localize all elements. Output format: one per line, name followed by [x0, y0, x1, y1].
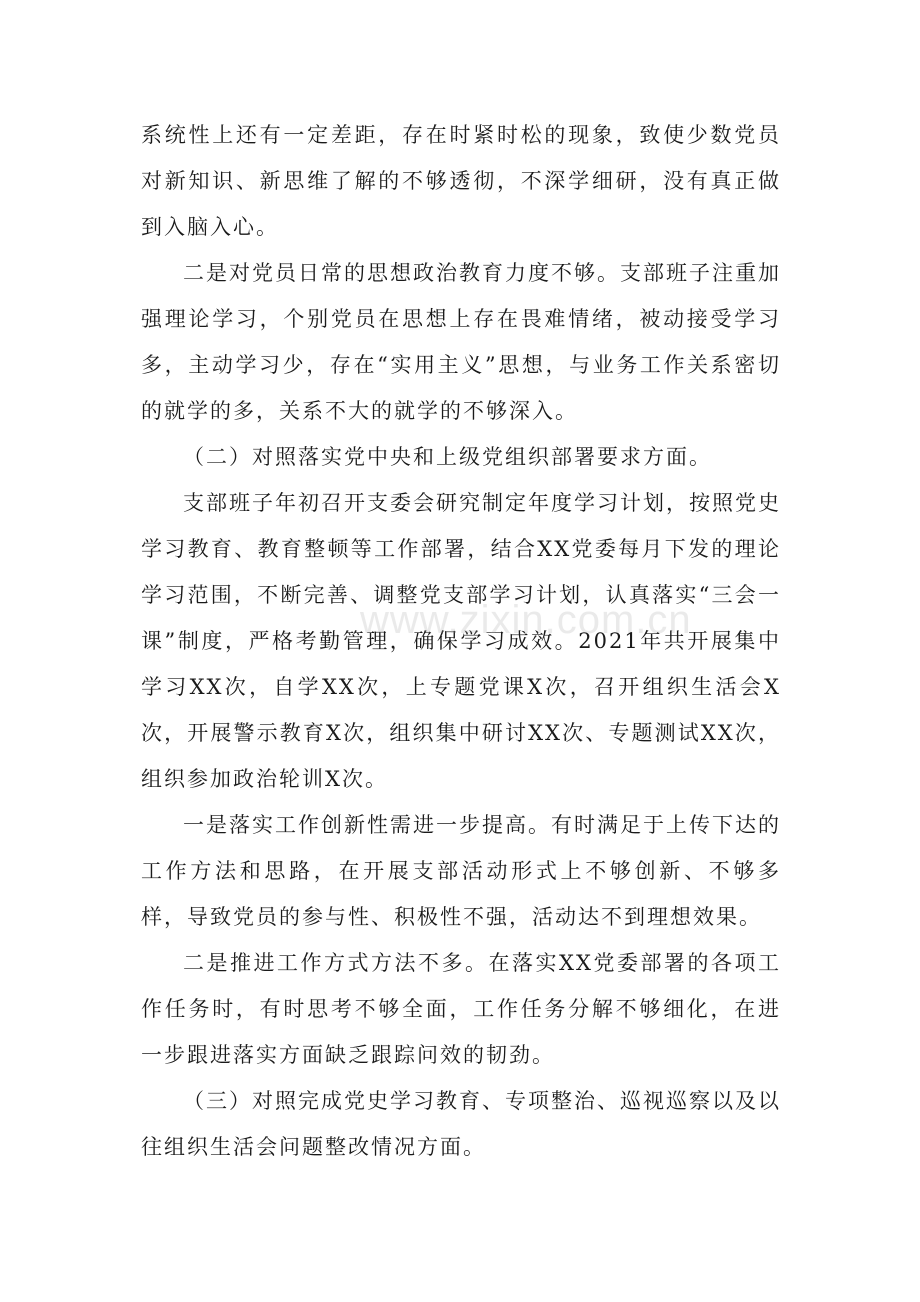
paragraph-education-intensity: 二是对党员日常的思想政治教育力度不够。支部班子注重加强理论学习，个别党员在思想上存在畏难情绪，被动接受学习多，主动学习少，存在“实用主义”思想，与业务工作关系密切的就学的多，关系不大的就学的不够深入。	[141, 261, 781, 423]
paragraph-innovation: 一是落实工作创新性需进一步提高。有时满足于上传下达的工作方法和思路，在开展支部活动形式上不够创新、不够多样，导致党员的参与性、积极性不强，活动达不到理想效果。	[141, 813, 781, 929]
paragraph-study-plan: 支部班子年初召开支委会研究制定年度学习计划，按照党史学习教育、教育整顿等工作部署，结合XX党委每月下发的理论学习范围，不断完善、调整党支部学习计划，认真落实“三会一课”制度，严格考勤管理，确保学习成效。2021年共开展集中学习XX次，自学XX次，上专题党课X次，召开组织生活会X次，开展警示教育X次，组织集中研讨XX次、专题测试XX次，组织参加政治轮训X次。	[141, 491, 781, 791]
document-body	[141, 112, 781, 1170]
section-heading-2: （二）对照落实党中央和上级党组织部署要求方面。	[183, 445, 712, 469]
paragraph-continuation: 系统性上还有一定差距，存在时紧时松的现象，致使少数党员对新知识、新思维了解的不够透彻，不深学细研，没有真正做到入脑入心。	[141, 123, 781, 239]
paragraph-methods: 二是推进工作方式方法不多。在落实XX党委部署的各项工作任务时，有时思考不够全面，工作任务分解不够细化，在进一步跟进落实方面缺乏跟踪问效的韧劲。	[141, 951, 781, 1067]
watermark: www.zixin.com.cn	[360, 598, 692, 642]
section-heading-3: （三）对照完成党史学习教育、专项整治、巡视巡察以及以往组织生活会问题整改情况方面。	[141, 1089, 781, 1159]
